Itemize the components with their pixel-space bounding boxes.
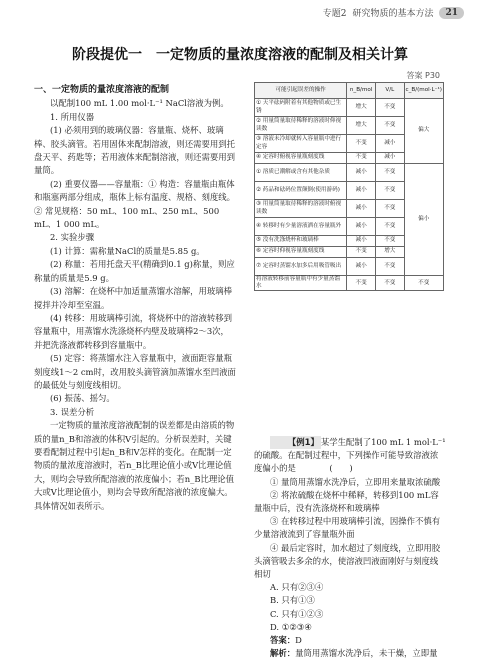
table-cell: 不变 [376, 258, 404, 276]
paragraph: (5) 定容：将蒸馏水注入容量瓶中，液面距容量瓶刻度线1～2 cm时，改用胶头滴管滴加蒸馏水至凹液面的最低处与刻度线相切。 [34, 353, 236, 390]
table-cell: 不变 [347, 153, 376, 164]
column-header: V/L [376, 83, 404, 99]
intro-paragraph: 以配制100 mL 1.00 mol·L⁻¹ NaCl溶液为例。 [49, 98, 229, 109]
table-cell: 不变 [347, 135, 376, 153]
table-cell: 减小 [376, 135, 404, 153]
column-header: 可能引起误差的操作 [255, 83, 347, 99]
paragraph: (4) 转移：用玻璃棒引流，将烧杯中的溶液转移到容量瓶中，用蒸馏水洗涤烧杯内壁及玻璃棒2～3次，并把洗涤液都转移到容量瓶中。 [34, 312, 232, 350]
section-heading: 一、一定物质的量浓度溶液的配制 [34, 85, 170, 95]
subsection-title: 1. 所用仪器 [49, 111, 95, 122]
table-cell: ② 用量筒量取待稀释的溶液时仰视读数 [255, 117, 347, 135]
answer-value: D [295, 635, 302, 646]
table-cell: 不变 [376, 276, 404, 291]
table-cell: ① 天平砝码附着有其他物质或已生锈 [255, 99, 347, 117]
table-cell: 不变 [404, 276, 443, 291]
page-header [323, 6, 464, 19]
option-c: C. 只有①②③ [269, 608, 324, 619]
table-row [255, 276, 444, 291]
table-cell: 不变 [347, 247, 376, 258]
table-cell: ⑤ 没有洗涤烧杯和玻璃棒 [255, 236, 347, 247]
table-cell: 将溶液转移前容量瓶中有少量蒸馏水 [255, 276, 347, 291]
table-cell: 不变 [376, 200, 404, 218]
table-cell: 不变 [376, 164, 404, 182]
column-header: c_B/(mol·L⁻¹) [404, 83, 443, 99]
table-row [255, 99, 444, 117]
table-cell: ③ 溶液未冷却就转入容量瓶中进行定容 [255, 135, 347, 153]
table-cell: 不变 [376, 236, 404, 247]
table-cell: 不变 [376, 218, 404, 236]
table-cell: 增大 [347, 99, 376, 117]
left-column [34, 82, 236, 513]
subsection-title: 3. 误差分析 [49, 406, 95, 417]
table-cell: 减小 [347, 200, 376, 218]
analysis-label: 解析： [269, 648, 296, 659]
table-cell: 减小 [376, 153, 404, 164]
table-cell: ② 药品和砝码位置颠倒(使用游码) [255, 182, 347, 200]
example-item: ② 将浓硫酸在烧杯中稀释，转移到100 mL容量瓶中后，没有洗涤烧杯和玻璃棒 [254, 489, 439, 514]
page-number: 21 [439, 7, 464, 19]
table-cell: ④ 定容时俯视容量瓶刻度线 [255, 153, 347, 164]
table-cell: 增大 [347, 117, 376, 135]
table-cell: 减小 [347, 182, 376, 200]
paragraph: (3) 溶解：在烧杯中加适量蒸馏水溶解，用玻璃棒搅拌并冷却至室温。 [34, 286, 232, 310]
table-cell: 不变 [347, 276, 376, 291]
section-label: 研究物质的基本方法 [352, 9, 434, 19]
paragraph: (6) 振荡、摇匀。 [49, 393, 115, 404]
paragraph: (1) 计算：需称量NaCl的质量是5.85 g。 [49, 245, 205, 256]
table-header-row [255, 83, 444, 99]
table-cell: 减小 [347, 258, 376, 276]
analysis-text: 量筒用蒸馏水洗净后，未干燥，立即量 [295, 648, 438, 659]
table-row [255, 164, 444, 182]
table-cell: 不变 [376, 99, 404, 117]
table-cell: ⑦ 定容时蒸馏水加多后用吸管吸出 [255, 258, 347, 276]
table-cell: ③ 用量筒量取待稀释的溶液时俯视读数 [255, 200, 347, 218]
table-cell: 偏大 [404, 99, 443, 164]
table-cell: ① 溶质已潮解或含有其他杂质 [255, 164, 347, 182]
example-item: ① 量筒用蒸馏水洗净后，立即用来量取浓硫酸 [269, 476, 441, 487]
paragraph: (2) 称量：若用托盘天平(精确到0.1 g)称量，则应称量的质量是5.9 g。 [34, 259, 235, 283]
table-cell: 减小 [347, 218, 376, 236]
table-cell: 不变 [376, 117, 404, 135]
subsection-title: 2. 实验步骤 [49, 232, 95, 243]
example-item: ③ 在转移过程中用玻璃棒引流，因操作不慎有少量溶液流到了容量瓶外面 [254, 516, 441, 540]
table-cell: ⑥ 定容时仰视容量瓶刻度线 [255, 247, 347, 258]
paragraph: 一定物质的量浓度溶液配制的误差都是由溶质的物质的量n_B和溶液的体积V引起的。分析误差时，关键要看配制过程中引起n_B和V怎样的变化。在配制一定物质的量浓度溶液时，若n_B比理论值小或V比理论值大，则均会导致所配溶液的浓度偏小；若n_B比理论值大或V比理论值小，则均会导致所配溶液的浓度偏大。具体情况如表所示。 [34, 420, 235, 511]
example-tag: 【例1】 [270, 436, 321, 449]
paragraph: (2) 重要仪器——容量瓶：① 构造：容量瓶由瓶体和瓶塞两部分组成，瓶体上标有温度、规格、刻度线。② 常见规格：50 mL、100 mL、250 mL、500 mL、1 000 mL。 [34, 178, 235, 230]
option-a: A. 只有②③④ [269, 582, 324, 593]
answer-label: 答案： [269, 635, 296, 646]
column-header: n_B/mol [347, 83, 376, 99]
table-cell: 不变 [376, 182, 404, 200]
example-item: ④ 最后定容时，加水超过了刻度线，立即用胶头滴管吸去多余的水，使溶液凹液面刚好与刻度线相切 [254, 542, 441, 580]
option-b: B. 只有①③ [269, 595, 315, 606]
table-cell: 增大 [376, 247, 404, 258]
answer-reference: 答案 P30 [406, 71, 440, 80]
table-cell: 偏小 [404, 164, 443, 276]
table-cell: 减小 [347, 236, 376, 247]
chapter-label: 专题2 [322, 9, 347, 19]
example-stem: 某学生配制了100 mL 1 mol·L⁻¹的硫酸。在配制过程中，下列操作可能导致溶液浓度偏小的是 ( ) [254, 437, 446, 474]
paragraph: (1) 必须用到的玻璃仪器：容量瓶、烧杯、玻璃棒、胶头滴管。若用固体来配制溶液，则还需要用到托盘天平、药匙等；若用液体来配制溶液，则还需要用到量筒。 [34, 125, 235, 176]
error-analysis-table [254, 82, 444, 291]
example-block [254, 436, 446, 660]
table-cell: 减小 [347, 164, 376, 182]
option-d: D. ①②③④ [269, 621, 312, 632]
stage-title: 阶段提优一 一定物质的量浓度溶液的配制及相关计算 [72, 47, 408, 63]
table-cell: ④ 转移时有少量溶液洒在容量瓶外 [255, 218, 347, 236]
